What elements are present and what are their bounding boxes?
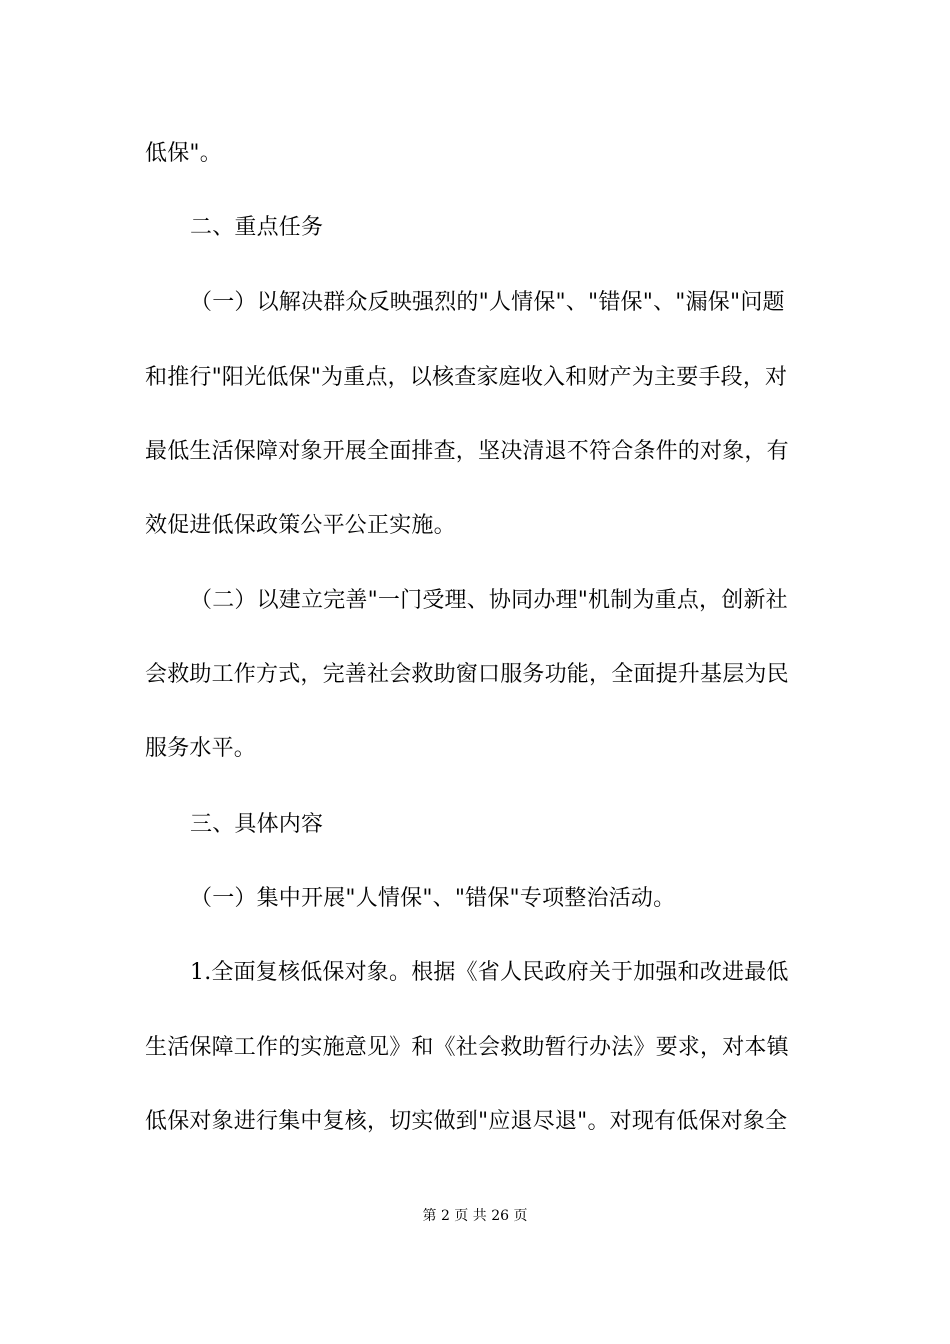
text-line: 1.全面复核低保对象。根据《省人民政府关于加强和改进最低 <box>190 960 789 985</box>
text-line: 和推行"阳光低保"为重点，以核查家庭收入和财产为主要手段，对 <box>145 365 788 390</box>
text-line: 最低生活保障对象开展全面排查，坚决清退不符合条件的对象，有 <box>145 439 789 464</box>
text-line: 服务水平。 <box>145 736 257 761</box>
text-line: （一）集中开展"人情保"、"错保"专项整治活动。 <box>190 886 676 911</box>
text-line: 会救助工作方式，完善社会救助窗口服务功能，全面提升基层为民 <box>145 662 789 687</box>
text-line: 效促进低保政策公平公正实施。 <box>145 513 456 538</box>
text-line: （二）以建立完善"一门受理、协同办理"机制为重点，创新社 <box>190 588 788 613</box>
page-number: 第 2 页 共 26 页 <box>422 1208 528 1224</box>
text-line: 生活保障工作的实施意见》和《社会救助暂行办法》要求，对本镇 <box>145 1035 789 1060</box>
section-heading: 三、具体内容 <box>190 812 324 837</box>
text-line: 低保"。 <box>145 141 222 166</box>
text-line: （一）以解决群众反映强烈的"人情保"、"错保"、"漏保"问题 <box>190 290 785 315</box>
text-line: 低保对象进行集中复核，切实做到"应退尽退"。对现有低保对象全 <box>145 1109 788 1134</box>
section-heading: 二、重点任务 <box>190 215 324 240</box>
